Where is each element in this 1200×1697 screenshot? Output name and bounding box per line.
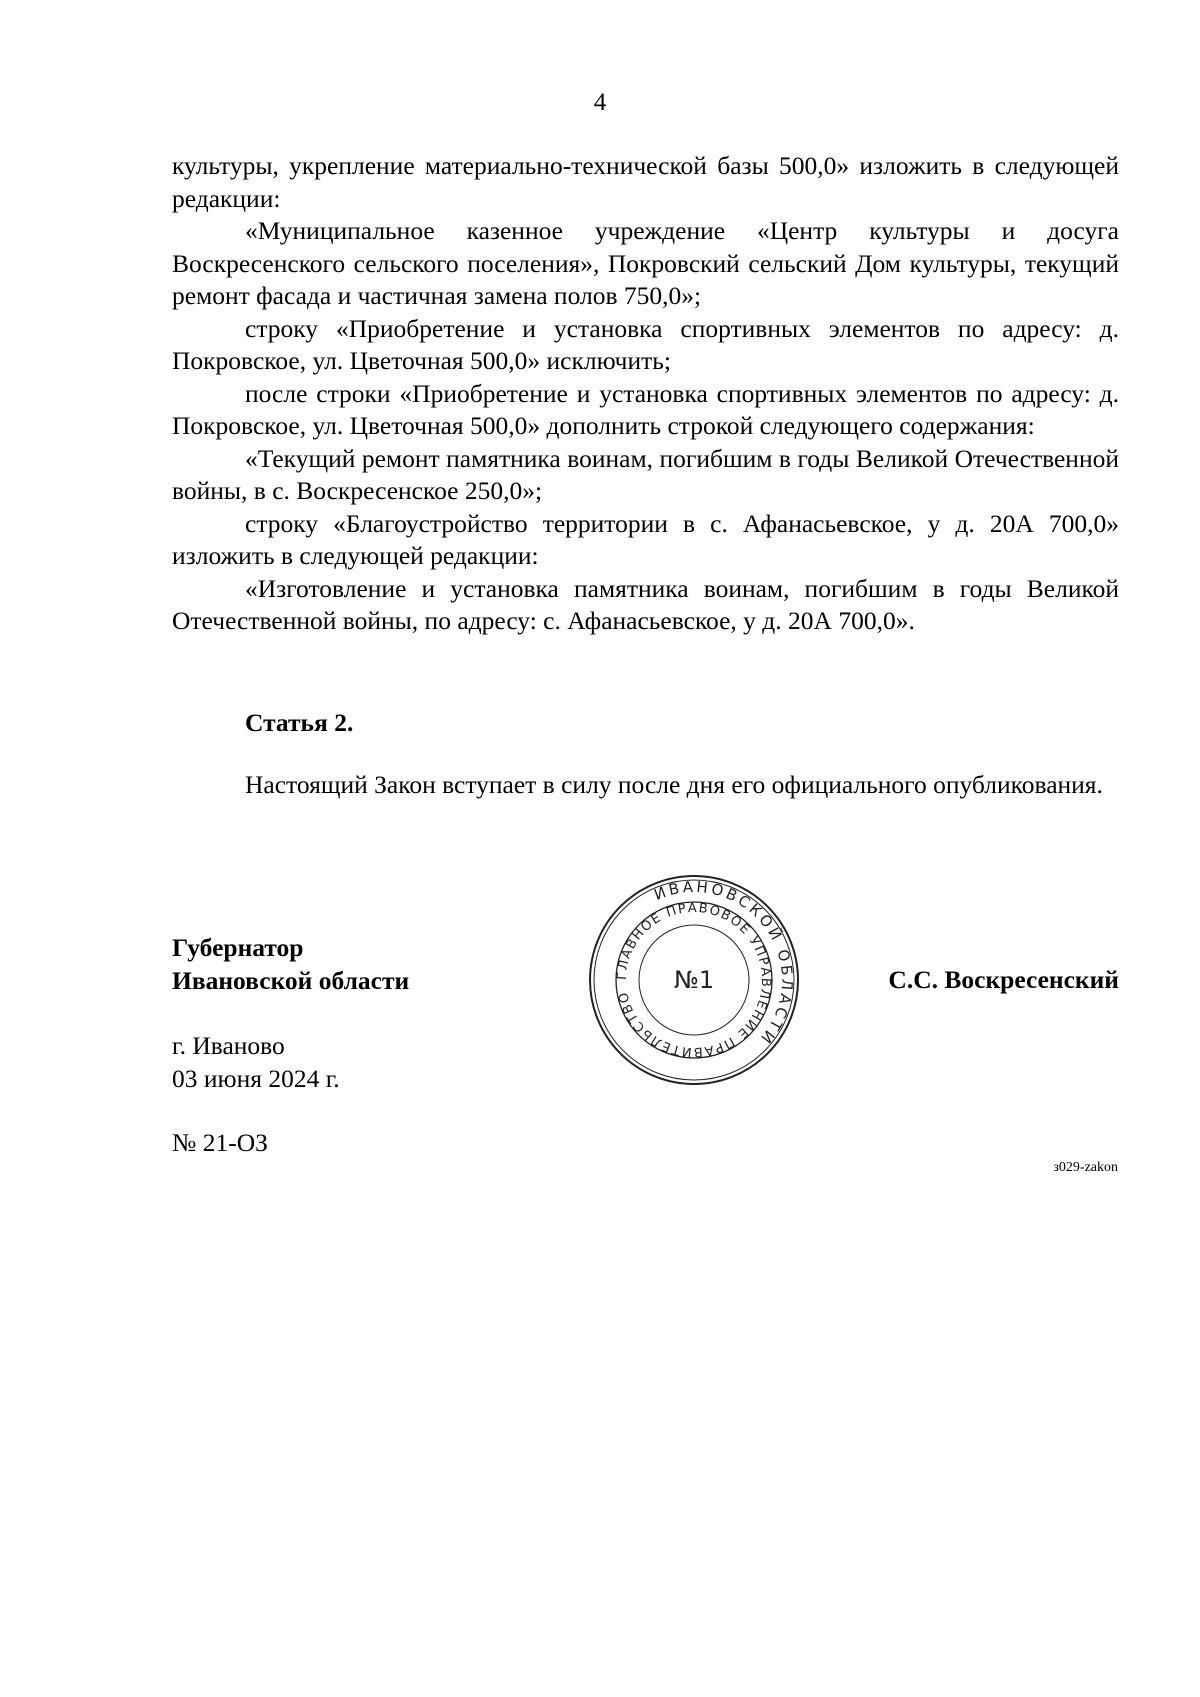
- place-and-date: [172, 1030, 340, 1095]
- seal-center-text: №1: [673, 966, 715, 994]
- article-2-heading: Статья 2.: [245, 708, 354, 737]
- paragraph: «Текущий ремонт памятника воинам, погибшим в годы Великой Отечественной войны, в с. Воскресенское 250,0»;: [172, 443, 1119, 505]
- seal-outer-text: ИВАНОВСКОЙ ОБЛАСТИ: [651, 877, 797, 1049]
- signatory-title-line: Губернатор: [172, 933, 304, 962]
- signatory-title-line: Ивановской области: [172, 965, 410, 995]
- date: 03 июня 2024 г.: [172, 1063, 340, 1093]
- law-number: № 21-ОЗ: [172, 1128, 268, 1157]
- page-number: 4: [593, 89, 607, 116]
- signatory-name: С.С. Воскресенский: [888, 965, 1119, 994]
- seal-inner-text: ГЛАВНОЕ ПРАВОВОЕ УПРАВЛЕНИЕ ПРАВИТЕЛЬСТВО: [614, 900, 774, 1060]
- paragraph: строку «Благоустройство территории в с. Афанасьевское, у д. 20А 700,0» изложить в следующей редакции:: [172, 508, 1119, 570]
- article-2-text: [172, 769, 1119, 802]
- document-code: з029-zakon: [1053, 1160, 1118, 1175]
- paragraph: строку «Приобретение и установка спортивных элементов по адресу: д. Покровское, ул. Цветочная 500,0» исключить;: [172, 313, 1119, 375]
- paragraph: Настоящий Закон вступает в силу после дня его официального опубликования.: [245, 770, 1103, 799]
- article-1-text: [172, 150, 1119, 638]
- paragraph: «Изготовление и установка памятника воинам, погибшим в годы Великой Отечественной войны, по адресу: с. Афанасьевское, у д. 20А 700,0».: [172, 573, 1119, 635]
- paragraph: культуры, укрепление материально-технической базы 500,0» изложить в следующей редакции:: [172, 151, 1119, 213]
- official-seal: [586, 872, 802, 1088]
- city: г. Иваново: [172, 1031, 285, 1060]
- paragraph: «Муниципальное казенное учреждение «Центр культуры и досуга Воскресенского сельского поселения», Покровский сельский Дом культуры, текущий ремонт фасада и частичная замена полов 750,0»;: [172, 216, 1119, 310]
- signatory-title: [172, 932, 409, 997]
- paragraph: после строки «Приобретение и установка спортивных элементов по адресу: д. Покровское, ул. Цветочная 500,0» дополнить строкой следующего содержания:: [172, 378, 1119, 440]
- svg-text:ИВАНОВСКОЙ ОБЛАСТИ: [652, 878, 797, 1049]
